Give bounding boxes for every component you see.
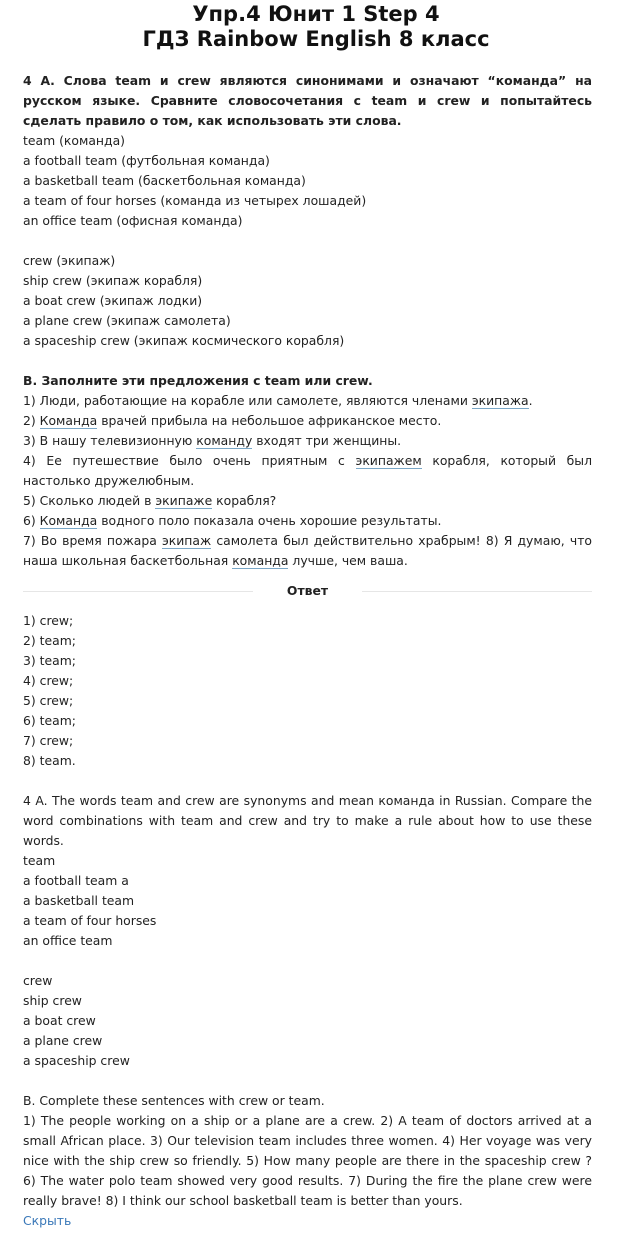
translation-a-heading: 4 A. The words team and crew are synonyms and mean команда in Russian. Compare the word combinations with team and crew and try to make a rule about how to use these words. <box>23 793 592 848</box>
team-line: a football team (футбольная команда) <box>23 153 270 168</box>
answer-item: 5) crew; <box>23 693 74 708</box>
title-line-2: ГДЗ Rainbow English 8 класс <box>142 27 490 51</box>
answer-word: команда <box>232 553 289 568</box>
translation-b-text: 1) The people working on a ship or a plane are a crew. 2) A team of doctors arrived at a small African place. 3) Our television team includes three women. 4) Her voyage was very nice with the ship crew so friendly. 5) How many people are there in the spaceship crew ? 6) The water polo team showed very good results. 7) During the fire the plane crew were really brave! 8) I think our school basketball team is better than yours. <box>23 1113 592 1208</box>
crew-line: a plane crew (экипаж самолета) <box>23 313 231 328</box>
footer-row <box>23 1211 592 1231</box>
answer-item: 2) team; <box>23 633 76 648</box>
sentence-text: 1) Люди, работающие на корабле или самолете, являются членами <box>23 393 472 408</box>
spacer <box>23 1071 592 1091</box>
sentence-5 <box>23 491 592 511</box>
sentence-3 <box>23 431 592 451</box>
answer-word: экипаж <box>161 533 212 548</box>
answer-item: 1) crew; <box>23 613 74 628</box>
divider-line <box>362 591 592 592</box>
answer-item: 3) team; <box>23 653 76 668</box>
spacer <box>23 351 592 371</box>
main-content <box>23 71 592 1231</box>
sentence-7-8 <box>23 531 592 571</box>
hide-link[interactable]: Скрыть <box>23 1213 72 1228</box>
sentence-text: водного поло показала очень хорошие результаты. <box>97 513 442 528</box>
answer-word: экипаже <box>155 493 213 508</box>
answer-word: экипажа <box>471 393 529 408</box>
crew-line: crew (экипаж) <box>23 253 116 268</box>
team-line: an office team (офисная команда) <box>23 213 243 228</box>
sentence-text: 3) В нашу телевизионную <box>23 433 197 448</box>
sentence-2 <box>23 411 592 431</box>
answer-word: команду <box>196 433 253 448</box>
task-a-heading: 4 А. Слова team и crew являются синонимами и означают “команда” на русском языке. Сравните словосочетания с team и crew и попытайтесь сделать правило о том, как использовать эти слова. <box>23 73 592 128</box>
answer-item: 7) crew; <box>23 733 74 748</box>
sentence-text: корабля, который был настолько дружелюбным. <box>23 453 593 488</box>
spacer <box>23 231 592 251</box>
team-line: team (команда) <box>23 133 126 148</box>
team-line-en: a team of four horses <box>23 913 157 928</box>
team-line-en: team <box>23 853 56 868</box>
answer-word: экипажем <box>355 453 422 468</box>
team-line-en: a basketball team <box>23 893 135 908</box>
sentence-text: 5) Сколько людей в <box>23 493 156 508</box>
crew-line: a spaceship crew (экипаж космического корабля) <box>23 333 345 348</box>
crew-line-en: ship crew <box>23 993 82 1008</box>
sentence-text: . <box>528 393 533 408</box>
sentence-text: 2) <box>23 413 40 428</box>
crew-line: a boat crew (экипаж лодки) <box>23 293 203 308</box>
answer-word: Команда <box>39 513 98 528</box>
sentence-4 <box>23 451 592 491</box>
crew-line-en: a boat crew <box>23 1013 96 1028</box>
sentence-text: 4) Ее путешествие было очень приятным с <box>23 453 356 468</box>
crew-line-en: crew <box>23 973 53 988</box>
spacer <box>23 771 592 791</box>
sentence-text: 6) <box>23 513 40 528</box>
sentence-text: лучше, чем ваша. <box>288 553 408 568</box>
crew-line: ship crew (экипаж корабля) <box>23 273 203 288</box>
spacer <box>23 951 592 971</box>
team-line-en: an office team <box>23 933 113 948</box>
task-b-heading: В. Заполните эти предложения с team или crew. <box>23 373 373 388</box>
sentence-1 <box>23 391 592 411</box>
team-line: a team of four horses (команда из четырех лошадей) <box>23 193 367 208</box>
sentence-6 <box>23 511 592 531</box>
team-line-en: a football team a <box>23 873 129 888</box>
answer-word: Команда <box>39 413 98 428</box>
crew-line-en: a plane crew <box>23 1033 103 1048</box>
answer-item: 4) crew; <box>23 673 74 688</box>
sentence-text: самолета был действительно храбрым! 8) Я думаю, что наша школьная баскетбольная <box>23 533 592 568</box>
answer-divider <box>23 581 592 601</box>
crew-line-en: a spaceship crew <box>23 1053 130 1068</box>
page-title <box>0 0 632 52</box>
answer-label: Ответ <box>286 583 329 598</box>
translation-b-heading: B. Complete these sentences with crew or team. <box>23 1093 325 1108</box>
team-line: a basketball team (баскетбольная команда) <box>23 173 306 188</box>
title-line-1: Упр.4 Юнит 1 Step 4 <box>192 2 440 26</box>
answer-item: 6) team; <box>23 713 76 728</box>
sentence-text: 7) Во время пожара <box>23 533 162 548</box>
answer-item: 8) team. <box>23 753 76 768</box>
sentence-text: корабля? <box>212 493 277 508</box>
sentence-text: входят три женщины. <box>252 433 402 448</box>
sentence-text: врачей прибыла на небольшое африканское место. <box>97 413 442 428</box>
